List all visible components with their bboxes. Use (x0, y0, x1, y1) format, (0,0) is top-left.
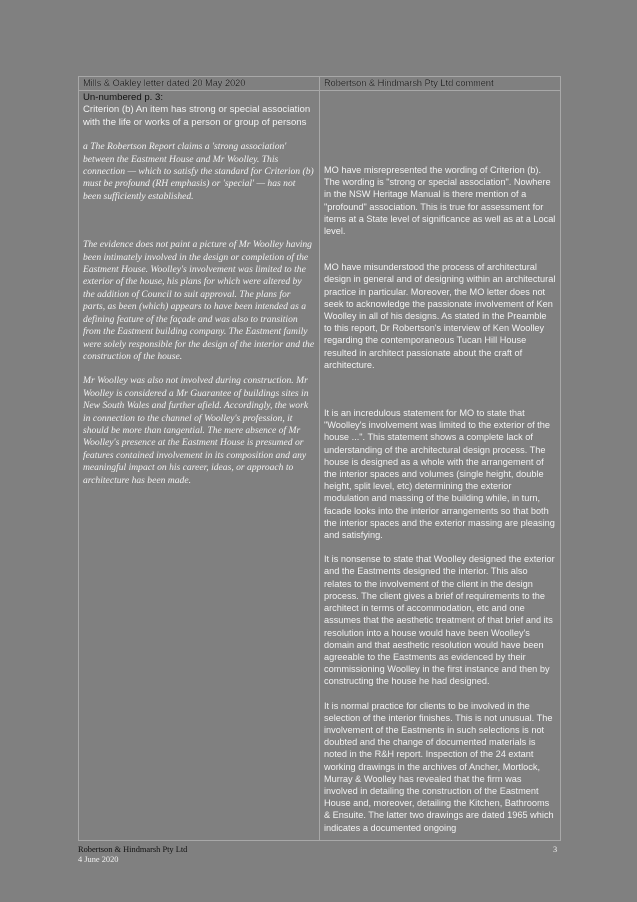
rh-comment-3b: It is nonsense to state that Woolley designed the exterior and the Eastments designed the interior. This also relates to the involvement of the client in the design process. The client gives a brief of requirements to the architect in terms of accommodation, etc and one assumes that the aesthetic treatment of that brief and its resolution into a house would have been Woolley's domain and that aesthetic resolution would have been agreeable to the Eastments as evidenced by their commissioning Woolley in the first instance and then by constructing the house he had designed. (324, 554, 555, 687)
right-cell (320, 91, 561, 841)
rh-comment-3c: It is normal practice for clients to be involved in the selection of the interior finishes. This is not unusual. The involvement of the Eastments in such selections is not doubted and the change of documented materials is noted in the R&H report. Inspection of the 24 extant working drawings in the archives of Ancher, Mortlock, Murray & Woolley has revealed that the firm was involved in detailing the construction of the Eastment House and, moreover, detailing the Kitchen, Bathrooms & Ensuite. The latter two drawings are dated 1965 which indicates a documented ongoing (324, 700, 554, 833)
criterion-text: Criterion (b) An item has strong or special association with the life or works of a person or group of persons (83, 104, 311, 128)
footer-date: 4 June 2020 (78, 855, 119, 864)
left-cell (79, 91, 320, 841)
comment-table (78, 76, 561, 841)
header-right: Robertson & Hindmarsh Pty Ltd comment (320, 77, 561, 91)
mo-claim-1: a The Robertson Report claims a 'strong association' between the Eastment House and Mr Woolley. This connection — which to satisfy the standard for Criterion (b) must be profound (RH emphasis) or 'special' — has not been sufficiently established. (83, 141, 314, 202)
section-heading: Un-numbered p. 3: (83, 92, 163, 103)
mo-claim-2: The evidence does not paint a picture of Mr Woolley having been intimately involved in the design or completion of the Eastment House. Woolley's involvement was limited to the exterior of the house, his plans for which were altered by the addition of Council to suit approval. The plans for parts, as been (which) appears to have been intended as a defining feature of the façade and was also to transition from the Eastment building company. The Eastment family were solely responsible for the design of the interior and the construction of the house. (83, 239, 315, 362)
footer-left (78, 845, 187, 865)
footer-company: Robertson & Hindmarsh Pty Ltd (78, 845, 188, 854)
rh-comment-1: MO have misrepresented the wording of Criterion (b). The wording is "strong or special association". Nowhere in the NSW Heritage Manual is there mention of a "profound" association. This is true for assessment for items at a State level of significance as well as at a Local level. (324, 165, 556, 237)
mo-claim-3: Mr Woolley was also not involved during construction. Mr Woolley is considered a Mr Guarantee of buildings sites in New South Wales and further afield. Accordingly, the work in connection to the channel of Woolley's profession, it should be more than tangential. The mere absence of Mr Woolley's presence at the Eastment House is presumed or features contained involvement in its composition and any meaningful impact on his career, ideas, or approach to architecture has been made. (83, 375, 309, 486)
table-row (79, 91, 561, 841)
rh-comment-3a: It is an incredulous statement for MO to state that "Woolley's involvement was limited to the exterior of the house ...". This statement shows a complete lack of understanding of the architectural design process. The house is designed as a whole with the arrangement of the interior spaces and volumes (single height, double height, split level, etc) determining the exterior modulation and massing of the building while, in turn, facade looks into the interior arrangements so that both the interior spaces and the exterior massing are pleasing and satisfying. (324, 408, 555, 541)
table-header-row (79, 77, 561, 91)
header-left: Mills & Oakley letter dated 20 May 2020 (79, 77, 320, 91)
rh-comment-2: MO have misunderstood the process of architectural design in general and of designing within an architectural practice in particular. Moreover, the MO letter does not seek to acknowledge the passionate involvement of Ken Woolley in all of his designs. As stated in the Preamble to this report, Dr Robertson's interview of Ken Woolley regarding the contemporaneous Tucan Hill House resulted in architect passionate about the craft of architecture. (324, 262, 556, 370)
page-number: 3 (553, 845, 558, 854)
